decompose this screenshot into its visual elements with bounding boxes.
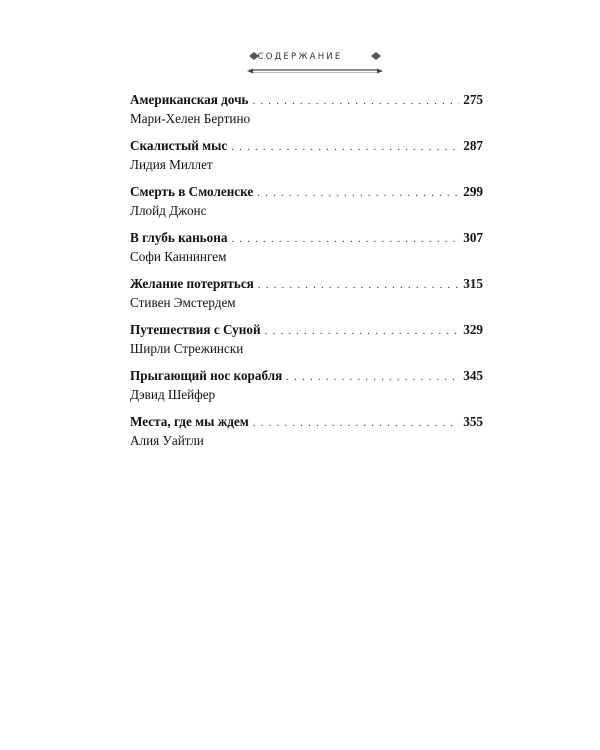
toc-entry (130, 414, 483, 460)
toc-entry (130, 138, 483, 184)
toc-entry-line (130, 92, 483, 110)
section-title: СОДЕРЖАНИЕ (257, 52, 343, 62)
entry-title: Путешествия с Суной (130, 322, 261, 337)
entry-author: Дэвид Шейфер (130, 387, 216, 402)
toc-entry-line (130, 368, 483, 386)
entry-page-number: 287 (463, 138, 483, 153)
entry-title: Скалистый мыс (130, 138, 228, 153)
toc-entry (130, 276, 483, 322)
toc-entry-line (130, 276, 483, 294)
entry-page-number: 315 (463, 276, 483, 291)
entry-title: Смерть в Смоленске (130, 184, 254, 199)
entry-title: Прыгающий нос корабля (130, 368, 283, 383)
entry-title: Желание потеряться (130, 276, 254, 291)
toc-entry-line (130, 230, 483, 248)
entry-author: Софи Каннингем (130, 249, 227, 264)
table-of-contents (130, 92, 483, 460)
entry-page-number: 307 (463, 230, 483, 245)
toc-entry-line (130, 138, 483, 156)
entry-author: Ллойд Джонс (130, 203, 207, 218)
toc-entry-line (130, 414, 483, 432)
entry-author: Мари-Хелен Бертино (130, 111, 251, 126)
toc-entry (130, 368, 483, 414)
entry-author: Стивен Эмстердем (130, 295, 236, 310)
entry-title: Места, где мы ждем (130, 414, 249, 429)
entry-page-number: 345 (463, 368, 483, 383)
entry-title: В глубь каньона (130, 230, 228, 245)
toc-entry (130, 92, 483, 138)
dot-leader (257, 187, 459, 199)
dot-leader (253, 95, 460, 107)
section-header (0, 50, 600, 78)
dot-leader (265, 325, 460, 337)
entry-author: Ширли Стрежински (130, 341, 244, 356)
entry-title: Американская дочь (130, 92, 249, 107)
entry-author: Алия Уайтли (130, 433, 204, 448)
entry-author: Лидия Миллет (130, 157, 213, 172)
dot-leader (258, 279, 459, 291)
dot-leader (253, 417, 459, 429)
entry-page-number: 329 (463, 322, 483, 337)
dot-leader (286, 371, 459, 383)
entry-page-number: 275 (463, 92, 483, 107)
toc-entry-line (130, 184, 483, 202)
toc-entry-line (130, 322, 483, 340)
dot-leader (231, 233, 459, 245)
toc-entry (130, 322, 483, 368)
toc-entry (130, 184, 483, 230)
entry-page-number: 299 (463, 184, 483, 199)
dot-leader (231, 141, 459, 153)
entry-page-number: 355 (463, 414, 483, 429)
toc-entry (130, 230, 483, 276)
